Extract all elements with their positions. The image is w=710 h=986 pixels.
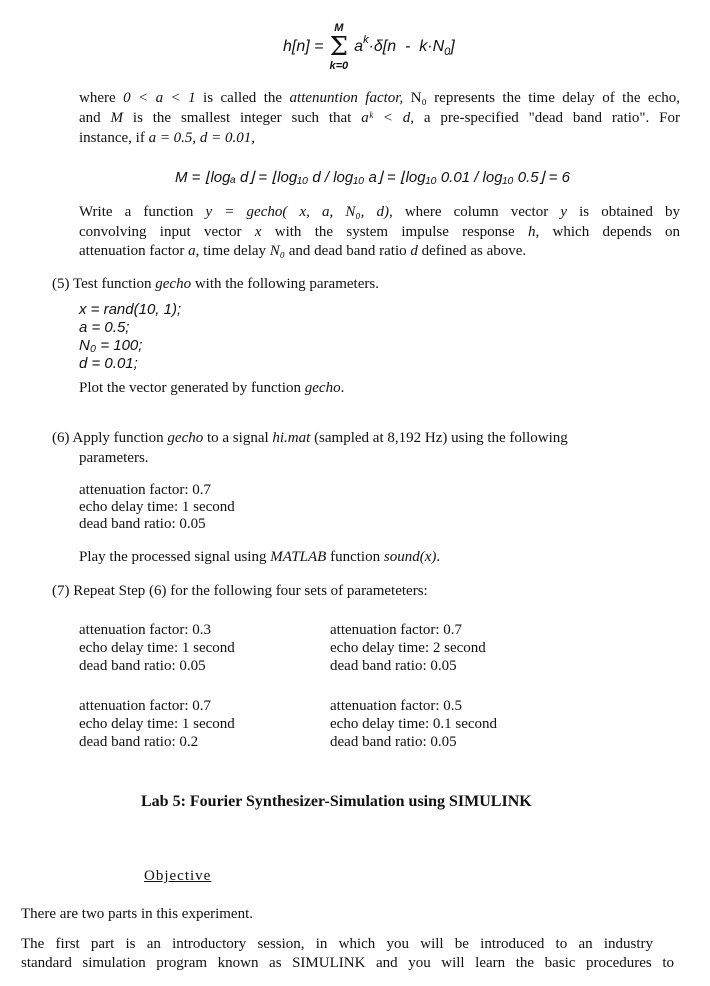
lab-title: Lab 5: Fourier Synthesizer-Simulation using SIMULINK	[141, 793, 532, 810]
param-line: dead band ratio: 0.05	[79, 658, 206, 674]
code-line: d = 0.01;	[79, 355, 138, 372]
param-line: attenuation factor: 0.3	[79, 622, 212, 638]
text-segment: y	[560, 204, 567, 220]
paragraph-line	[79, 130, 255, 147]
equation-lhs: h[n] =	[283, 38, 324, 55]
param-line: dead band ratio: 0.2	[79, 734, 199, 750]
text-segment: h,	[527, 224, 540, 240]
text-segment: .	[340, 380, 345, 396]
text-segment: Plot the vector generated by function	[79, 380, 305, 396]
param-line: echo delay time: 0.1 second	[330, 716, 498, 732]
equation-term: a	[354, 38, 364, 55]
text-segment: a pre-specified "dead band ratio". For	[414, 110, 680, 126]
text-segment: convolving input vector	[79, 224, 255, 240]
summation	[329, 22, 348, 72]
text-segment: sound(x)	[383, 549, 437, 565]
text-segment: .	[436, 549, 441, 565]
text-segment: MATLAB	[270, 549, 327, 565]
paragraph-line	[79, 204, 680, 221]
text-segment: and	[79, 110, 111, 126]
text-segment: aᵏ < d,	[361, 110, 415, 126]
paragraph-line	[79, 224, 680, 241]
equation-close: ]	[450, 38, 455, 55]
text-segment: Play the processed signal using	[79, 549, 271, 565]
text-segment: function	[326, 549, 384, 565]
code-line: N₀ = 100;	[79, 337, 143, 354]
text-segment: where	[79, 90, 124, 106]
param-line: attenuation factor: 0.5	[330, 698, 463, 714]
paragraph-line: parameters.	[79, 450, 149, 466]
sigma-symbol: Σ	[329, 32, 349, 62]
step-5-heading	[52, 276, 379, 293]
text-segment: M	[110, 110, 124, 126]
paragraph-line	[79, 90, 680, 107]
text-segment: hi.mat	[272, 430, 311, 446]
equation-exponent: k	[363, 33, 369, 46]
text-segment: 0 < a < 1	[123, 90, 196, 106]
text-segment: time delay	[199, 243, 270, 259]
equation-subscript: 0	[444, 45, 451, 58]
text-segment: which depends on	[539, 224, 680, 240]
code-line: a = 0.5;	[79, 319, 130, 336]
step-6-heading	[52, 430, 568, 447]
text-segment: a,	[188, 243, 200, 259]
text-segment: (5) Test function	[52, 276, 156, 292]
text-segment: and dead band ratio	[285, 243, 411, 259]
param-line: echo delay time: 2 second	[330, 640, 486, 656]
text-segment: x	[254, 224, 262, 240]
param-line: dead band ratio: 0.05	[330, 658, 457, 674]
paragraph-line	[79, 110, 680, 127]
text-segment: with the system impulse response	[261, 224, 528, 240]
text-segment: N₀	[269, 243, 286, 259]
text-segment: (sampled at 8,192 Hz) using the following	[310, 430, 568, 446]
text-segment: gecho	[167, 430, 204, 446]
text-segment: is obtained by	[566, 204, 680, 220]
sum-lower-limit: k=0	[329, 60, 349, 72]
text-segment: N₀ represents the time delay of the echo,	[403, 90, 680, 106]
paragraph-line	[79, 380, 344, 397]
text-segment: Write a function	[79, 204, 206, 220]
text-segment: to a signal	[203, 430, 273, 446]
paragraph-line: standard simulation program known as SIMULINK and you will learn the basic procedures to	[21, 955, 674, 971]
objective-heading: Objective	[144, 868, 212, 884]
param-line: dead band ratio: 0.05	[79, 516, 206, 532]
text-segment: gecho	[155, 276, 192, 292]
impulse-response-equation	[283, 22, 455, 72]
param-line: echo delay time: 1 second	[79, 716, 235, 732]
param-line: attenuation factor: 0.7	[79, 698, 212, 714]
equation-rest: ·δ[n - k·N	[368, 38, 445, 55]
sum-upper-limit: M	[334, 22, 344, 34]
param-line: attenuation factor: 0.7	[79, 482, 212, 498]
text-segment: defined as above.	[417, 243, 527, 259]
param-line: attenuation factor: 0.7	[330, 622, 463, 638]
param-line: echo delay time: 1 second	[79, 499, 235, 515]
m-equation: M = ⌊logₐ d⌋ = ⌊log₁₀ d / log₁₀ a⌋ = ⌊log₁₀ 0.01 / log₁₀ 0.5⌋ = 6	[175, 169, 570, 186]
text-segment: a = 0.5, d = 0.01,	[148, 130, 256, 146]
param-line: echo delay time: 1 second	[79, 640, 235, 656]
text-segment: attenuntion factor,	[289, 90, 404, 106]
text-segment: is called the	[195, 90, 290, 106]
text-segment: attenuation factor	[79, 243, 189, 259]
param-line: dead band ratio: 0.05	[330, 734, 457, 750]
paragraph-line: There are two parts in this experiment.	[21, 906, 254, 922]
text-segment: where column vector	[392, 204, 561, 220]
text-segment: (6) Apply function	[52, 430, 168, 446]
text-segment: with the following parameters.	[191, 276, 379, 292]
step-7-heading: (7) Repeat Step (6) for the following four sets of parameteters:	[52, 583, 428, 599]
text-segment: is the smallest integer such that	[123, 110, 362, 126]
text-segment: instance, if	[79, 130, 149, 146]
paragraph-line: The first part is an introductory session, in which you will be introduced to an industry	[21, 936, 653, 952]
text-segment: gecho	[304, 380, 341, 396]
paragraph-line	[79, 243, 526, 260]
paragraph-line	[79, 549, 440, 566]
text-segment: d	[410, 243, 418, 259]
code-line: x = rand(10, 1);	[79, 301, 182, 318]
text-segment: y = gecho( x, a, N₀, d),	[205, 204, 393, 220]
